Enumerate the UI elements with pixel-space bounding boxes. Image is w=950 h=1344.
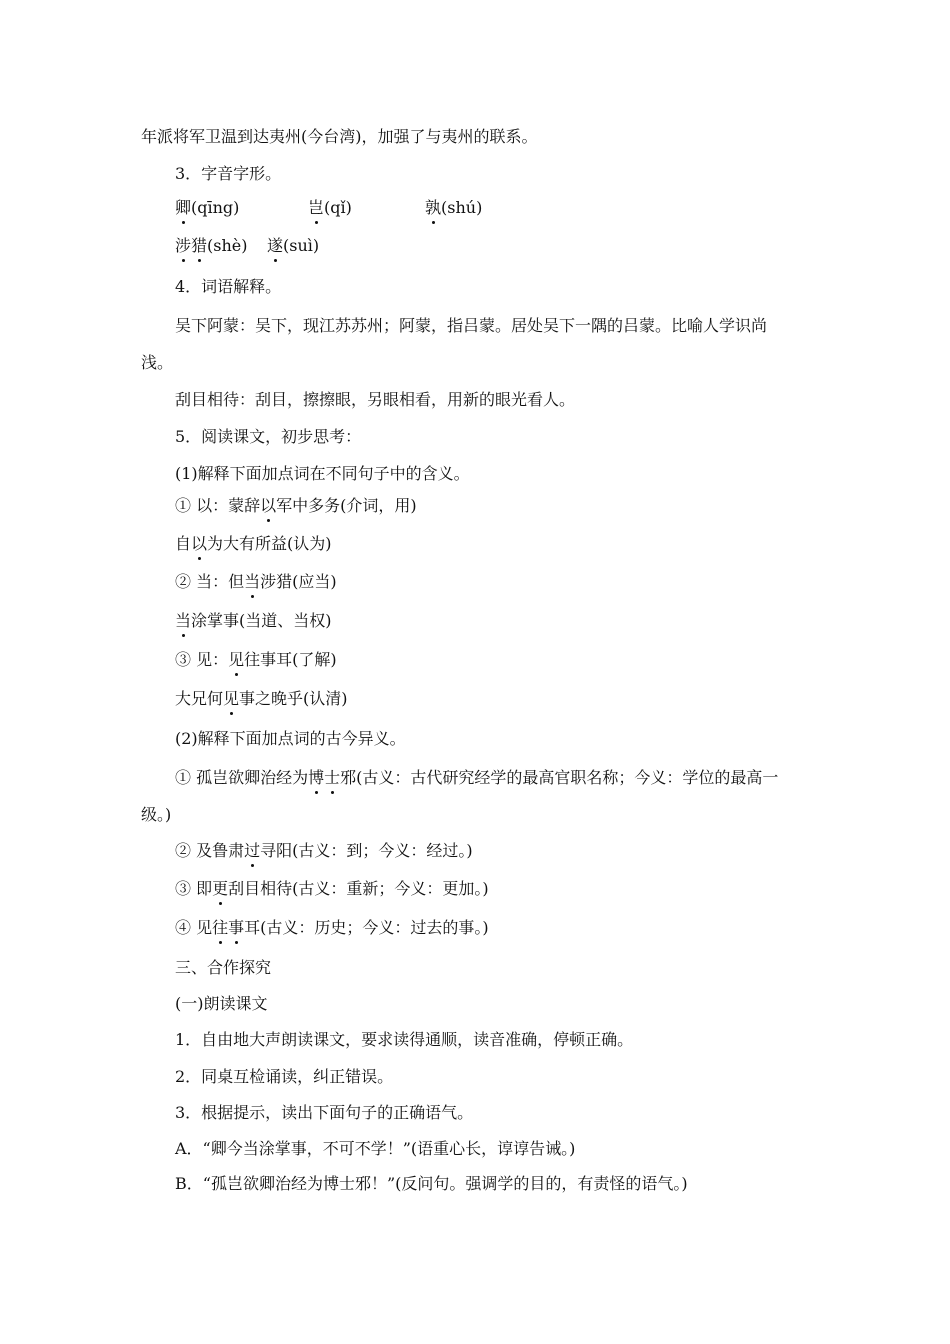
text-line bbox=[175, 1173, 688, 1195]
emphasized-term bbox=[308, 198, 324, 217]
text-segment: 刮目相待：刮目，擦擦眼，另眼相看，用新的眼光看人。 bbox=[175, 390, 576, 409]
emphasized-term bbox=[175, 236, 207, 255]
text-segment: 级。) bbox=[141, 805, 172, 824]
emphasis-dot-char: 士 bbox=[324, 768, 341, 787]
emphasized-term bbox=[425, 198, 441, 217]
text-segment: ② 当：但 bbox=[175, 572, 245, 591]
emphasized-term bbox=[212, 879, 228, 898]
pinyin-item bbox=[425, 197, 482, 219]
text-segment: (一)朗读课文 bbox=[175, 994, 268, 1013]
emphasized-term bbox=[175, 198, 191, 217]
text-segment: (qīng) bbox=[191, 198, 240, 217]
text-line bbox=[175, 1102, 473, 1124]
emphasis-dot-char: 过 bbox=[244, 841, 261, 860]
text-line bbox=[175, 163, 281, 185]
emphasized-term bbox=[223, 689, 239, 708]
text-line bbox=[175, 426, 361, 448]
emphasis-dot-char: 见 bbox=[228, 650, 245, 669]
emphasized-term bbox=[244, 572, 260, 591]
emphasis-dot-char: 见 bbox=[223, 689, 240, 708]
text-line bbox=[175, 878, 489, 900]
emphasized-term bbox=[191, 534, 207, 553]
text-segment: 事之晚乎(认清) bbox=[239, 689, 348, 708]
text-segment: 涂掌事(当道、当权) bbox=[191, 611, 332, 630]
emphasis-dot-char: 更 bbox=[212, 879, 229, 898]
text-segment: 吴下阿蒙：吴下，现江苏苏州；阿蒙，指吕蒙。居处吴下一隅的吕蒙。比喻人学识尚 bbox=[175, 316, 768, 335]
subsection-heading bbox=[175, 993, 268, 1015]
text-segment: 为大有所益(认为) bbox=[207, 534, 332, 553]
text-line bbox=[175, 533, 332, 555]
pinyin-item bbox=[175, 235, 248, 257]
text-line bbox=[175, 315, 767, 337]
text-line bbox=[175, 767, 778, 789]
text-line bbox=[141, 804, 171, 826]
text-segment: 邪(古义：古代研究经学的最高官职名称；今义：学位的最高一 bbox=[340, 768, 779, 787]
emphasis-dot-char: 往 bbox=[212, 918, 229, 937]
text-line bbox=[175, 1029, 633, 1051]
text-line bbox=[175, 276, 281, 298]
emphasis-dot-char: 卿 bbox=[175, 198, 192, 217]
emphasized-term bbox=[175, 611, 191, 630]
text-segment: ② 及鲁肃 bbox=[175, 841, 245, 860]
text-line bbox=[175, 1066, 393, 1088]
text-segment: 刮目相待(古义：重新；今义：更加。) bbox=[228, 879, 489, 898]
text-segment: 2．同桌互检诵读，纠正错误。 bbox=[175, 1067, 394, 1086]
text-segment: B．“孤岂欲卿治经为博士邪！”(反问句。强调学的目的，有责怪的语气。) bbox=[175, 1174, 688, 1193]
text-line bbox=[141, 126, 538, 148]
text-line bbox=[175, 840, 473, 862]
emphasized-term bbox=[244, 841, 260, 860]
text-segment: 3．字音字形。 bbox=[175, 164, 282, 183]
emphasis-dot-char: 猎 bbox=[191, 236, 208, 255]
emphasized-term bbox=[267, 236, 283, 255]
emphasized-term bbox=[308, 768, 340, 787]
text-segment: 往事耳(了解) bbox=[244, 650, 337, 669]
text-line bbox=[175, 389, 575, 411]
text-line bbox=[175, 571, 337, 593]
text-segment: 1．自由地大声朗读课文，要求读得通顺，读音准确，停顿正确。 bbox=[175, 1030, 634, 1049]
text-line bbox=[175, 495, 417, 517]
text-segment: ③ 即 bbox=[175, 879, 213, 898]
text-segment: 寻阳(古义：到；今义：经过。) bbox=[260, 841, 473, 860]
text-segment: 浅。 bbox=[141, 353, 174, 372]
text-segment: 3．根据提示，读出下面句子的正确语气。 bbox=[175, 1103, 474, 1122]
text-segment: ③ 见： bbox=[175, 650, 229, 669]
emphasis-dot-char: 事 bbox=[228, 918, 245, 937]
emphasis-dot-char: 当 bbox=[175, 611, 192, 630]
emphasized-term bbox=[260, 496, 276, 515]
text-segment: 5．阅读课文，初步思考： bbox=[175, 427, 362, 446]
emphasized-term bbox=[212, 918, 244, 937]
text-segment: (qǐ) bbox=[324, 198, 352, 217]
emphasis-dot-char: 博 bbox=[308, 768, 325, 787]
text-segment: ④ 见 bbox=[175, 918, 213, 937]
text-line bbox=[175, 728, 406, 750]
emphasized-term bbox=[228, 650, 244, 669]
text-segment: (suì) bbox=[283, 236, 320, 255]
emphasis-dot-char: 涉 bbox=[175, 236, 192, 255]
emphasis-dot-char: 孰 bbox=[425, 198, 442, 217]
text-segment: 军中多务(介词，用) bbox=[276, 496, 417, 515]
text-segment: (shú) bbox=[441, 198, 483, 217]
emphasis-dot-char: 岂 bbox=[308, 198, 325, 217]
section-heading bbox=[175, 957, 271, 979]
text-segment: A．“卿今当涂掌事，不可不学！”(语重心长，谆谆告诫。) bbox=[175, 1139, 576, 1158]
text-segment: ① 以：蒙辞 bbox=[175, 496, 261, 515]
pinyin-item bbox=[175, 197, 239, 219]
text-segment: (1)解释下面加点词在不同句子中的含义。 bbox=[175, 464, 470, 483]
text-line bbox=[175, 610, 332, 632]
text-line bbox=[175, 649, 337, 671]
emphasis-dot-char: 遂 bbox=[267, 236, 284, 255]
text-segment: 耳(古义：历史；今义：过去的事。) bbox=[244, 918, 489, 937]
pinyin-item bbox=[267, 235, 319, 257]
text-segment: 三、合作探究 bbox=[175, 958, 272, 977]
text-segment: 自 bbox=[175, 534, 192, 553]
text-segment: 年派将军卫温到达夷州(今台湾)，加强了与夷州的联系。 bbox=[141, 127, 538, 146]
text-segment: (2)解释下面加点词的古今异义。 bbox=[175, 729, 406, 748]
text-segment: ① 孤岂欲卿治经为 bbox=[175, 768, 309, 787]
text-line bbox=[175, 917, 489, 939]
text-line bbox=[175, 463, 470, 485]
text-line bbox=[141, 352, 173, 374]
emphasis-dot-char: 以 bbox=[260, 496, 277, 515]
text-segment: (shè) bbox=[207, 236, 248, 255]
pinyin-item bbox=[308, 197, 352, 219]
emphasis-dot-char: 当 bbox=[244, 572, 261, 591]
text-line bbox=[175, 1138, 575, 1160]
text-line bbox=[175, 688, 348, 710]
text-segment: 4．词语解释。 bbox=[175, 277, 282, 296]
text-segment: 涉猎(应当) bbox=[260, 572, 337, 591]
emphasis-dot-char: 以 bbox=[191, 534, 208, 553]
text-segment: 大兄何 bbox=[175, 689, 224, 708]
